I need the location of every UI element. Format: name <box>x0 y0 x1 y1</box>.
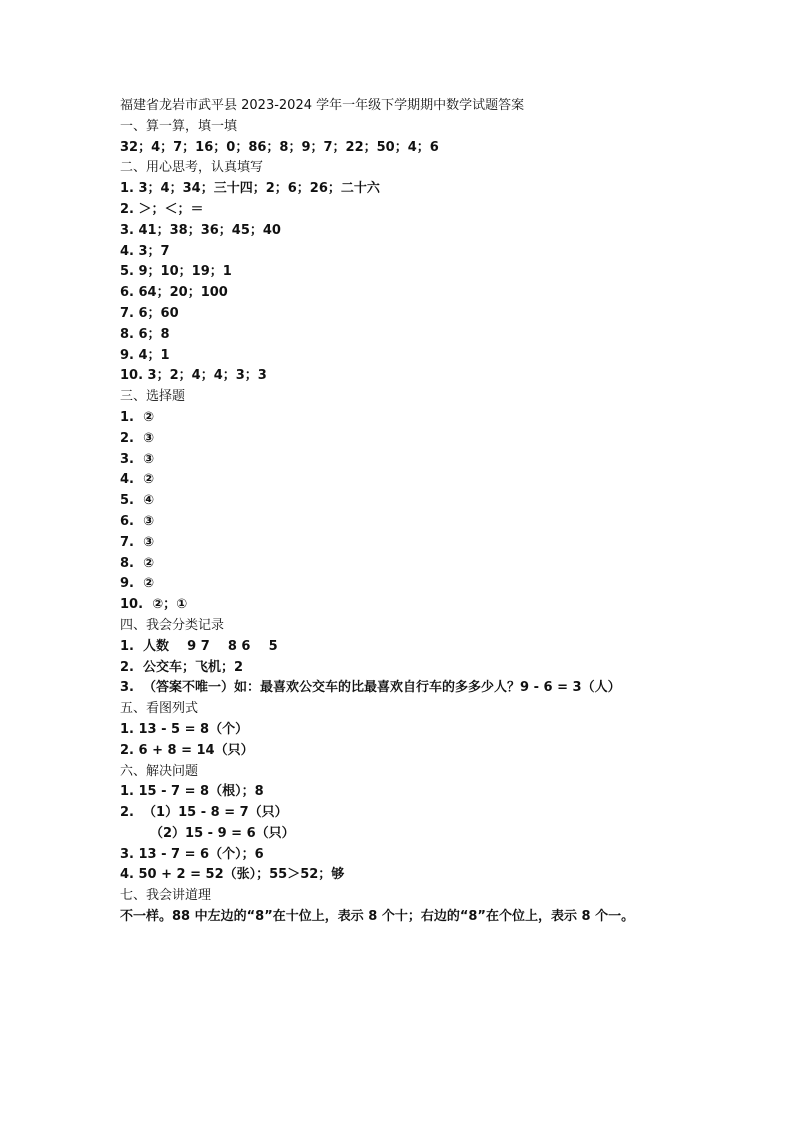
answer-line: 10. 3；2；4；4；3；3 <box>120 368 267 384</box>
answer-line: 3. （答案不唯一）如：最喜欢公交车的比最喜欢自行车的多多少人？9 - 6 = 3（人） <box>120 680 621 696</box>
answer-line: 1. 13 - 5 = 8（个） <box>120 721 249 737</box>
answer-line: 8. ② <box>120 555 155 571</box>
answer-line: 10. ②；① <box>120 597 188 613</box>
answer-line: 1. 人数 9 7 8 6 5 <box>120 638 278 654</box>
answer-line: 32；4；7；16；0；86；8；9；7；22；50；4；6 <box>120 139 439 155</box>
answer-line: 6. ③ <box>120 513 155 529</box>
answer-line: 1. 3；4；34；三十四；2；6；26；二十六 <box>120 181 380 197</box>
section-heading: 五、看图列式 <box>120 701 199 717</box>
answer-line: （2）15 - 9 = 6（只） <box>150 825 295 841</box>
answer-document <box>120 96 770 928</box>
answer-line: 1. 15 - 7 = 8（根）；8 <box>120 784 264 800</box>
document-title: 福建省龙岩市武平县 2023-2024 学年一年级下学期期中数学试题答案 <box>120 98 525 113</box>
answer-line: 7. 6；60 <box>120 305 179 321</box>
answer-line: 2. ＞；＜；＝ <box>120 201 204 217</box>
answer-line: 2. ③ <box>120 430 155 446</box>
answer-lines <box>120 117 770 928</box>
answer-line: 3. ③ <box>120 451 155 467</box>
answer-line: 9. 4；1 <box>120 347 170 363</box>
answer-line: 5. 9；10；19；1 <box>120 264 232 280</box>
answer-line: 3. 41；38；36；45；40 <box>120 222 281 238</box>
answer-line: 1. ② <box>120 409 155 425</box>
answer-line: 不一样。88 中左边的“8”在十位上，表示 8 个十；右边的“8”在个位上，表示 8 个一。 <box>120 909 635 925</box>
section-heading: 七、我会讲道理 <box>120 888 212 904</box>
section-heading: 六、解决问题 <box>120 763 199 779</box>
answer-line: 2. 公交车；飞机；2 <box>120 659 244 675</box>
answer-line: 5. ④ <box>120 493 155 509</box>
answer-line: 7. ③ <box>120 534 155 550</box>
answer-line: 8. 6；8 <box>120 326 170 342</box>
answer-line: 2. （1）15 - 8 = 7（只） <box>120 805 288 821</box>
section-heading: 三、选择题 <box>120 389 186 405</box>
answer-line: 6. 64；20；100 <box>120 285 228 301</box>
section-heading: 二、用心思考，认真填写 <box>120 160 264 176</box>
answer-line: 2. 6 + 8 = 14（只） <box>120 742 254 758</box>
answer-line: 4. 3；7 <box>120 243 170 259</box>
answer-line: 4. ② <box>120 472 155 488</box>
answer-line: 4. 50 + 2 = 52（张）；55＞52；够 <box>120 867 345 883</box>
answer-line: 3. 13 - 7 = 6（个）；6 <box>120 846 264 862</box>
answer-line: 9. ② <box>120 576 155 592</box>
section-heading: 四、我会分类记录 <box>120 617 225 633</box>
section-heading: 一、算一算，填一填 <box>120 118 238 134</box>
